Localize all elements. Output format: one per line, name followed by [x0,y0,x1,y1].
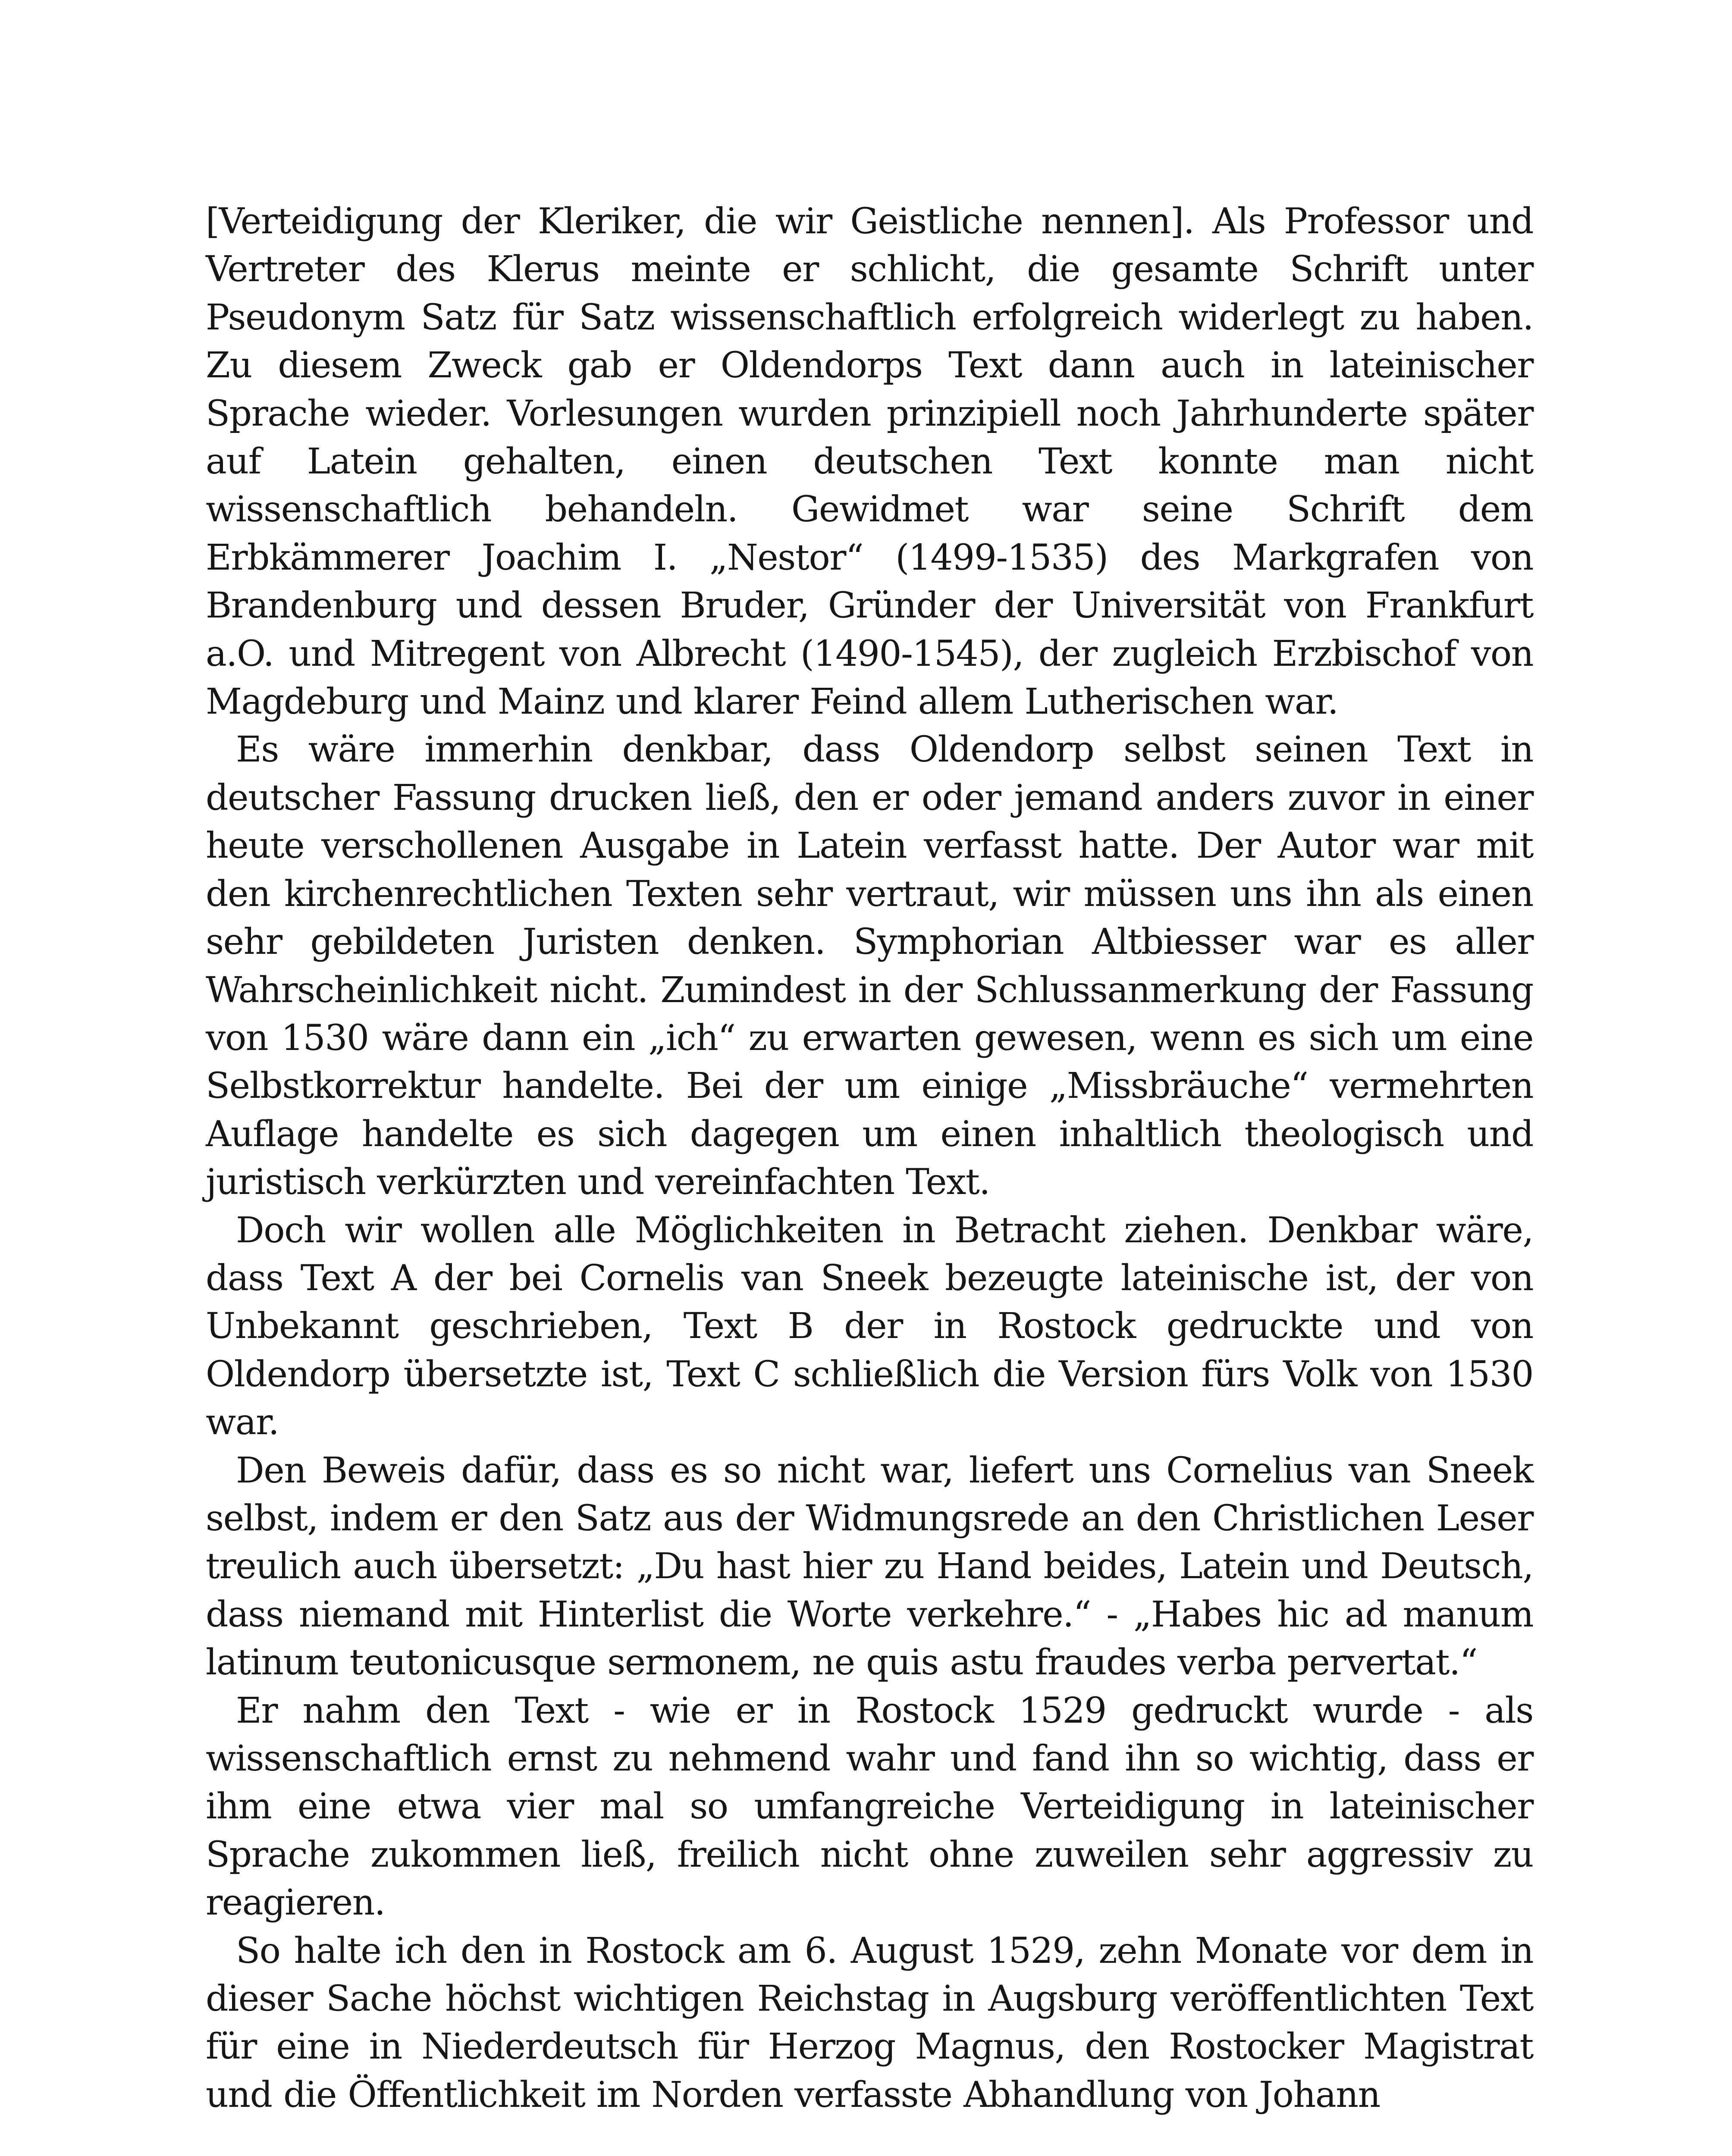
paragraph-1: [Verteidigung der Kleriker, die wir Geistliche nennen]. Als Professor und Vertreter des Klerus meinte er schlicht, die gesamte Schrift unter Pseudonym Satz für Satz wissenschaftlich erfolgreich widerlegt zu haben. Zu diesem Zweck gab er Oldendorps Text dann auch in lateinischer Sprache wieder. Vorlesungen wurden prinzipiell noch Jahrhunderte später auf Latein gehalten, einen deutschen Text konnte man nicht wissenschaftlich behandeln. Gewidmet war seine Schrift dem Erbkämmerer Joachim I. „Nestor“ (1499-1535) des Markgrafen von Brandenburg und dessen Bruder, Gründer der Universität von Frankfurt a.O. und Mitregent von Albrecht (1490-1545), der zugleich Erzbischof von Magdeburg und Mainz und klarer Feind allem Lutherischen war. [206,201,1533,723]
paragraph-2: Es wäre immerhin denkbar, dass Oldendorp selbst seinen Text in deutscher Fassung drucken ließ, den er oder jemand anders zuvor in einer heute verschollenen Ausgabe in Latein verfasst hatte. Der Autor war mit den kirchenrechtlichen Texten sehr vertraut, wir müssen uns ihn als einen sehr gebildeten Juristen denken. Symphorian Altbiesser war es aller Wahrscheinlichkeit nicht. Zumindest in der Schlussanmerkung der Fassung von 1530 wäre dann ein „ich“ zu erwarten gewesen, wenn es sich um eine Selbstkorrektur handelte. Bei der um einige „Missbräuche“ vermehrten Auflage handelte es sich dagegen um einen inhaltlich theologisch und juristisch verkürzten und vereinfachten Text. [206,729,1533,1203]
body-text [206,197,1533,2119]
paragraph-6: So halte ich den in Rostock am 6. August 1529, zehn Monate vor dem in dieser Sache höchst wichtigen Reichstag in Augsburg veröffentlichten Text für eine in Niederdeutsch für Herzog Magnus, den Rostocker Magistrat und die Öffentlichkeit im Norden verfasste Abhandlung von Johann [206,1930,1533,2115]
paragraph-4: Den Beweis dafür, dass es so nicht war, liefert uns Cornelius van Sneek selbst, indem er den Satz aus der Widmungsrede an den Christlichen Leser treulich auch übersetzt: „Du hast hier zu Hand beides, Latein und Deutsch, dass niemand mit Hinterlist die Worte verkehre.“ - „Habes hic ad manum latinum teutonicusque sermonem, ne quis astu fraudes verba pervertat.“ [206,1450,1533,1683]
paragraph-3: Doch wir wollen alle Möglichkeiten in Betracht ziehen. Denkbar wäre, dass Text A der bei Cornelis van Sneek bezeugte lateinische ist, der von Unbekannt geschrieben, Text B der in Rostock gedruckte und von Oldendorp übersetzte ist, Text C schließlich die Version fürs Volk von 1530 war. [206,1210,1533,1443]
paragraph-5: Er nahm den Text - wie er in Rostock 1529 gedruckt wurde - als wissenschaftlich ernst zu nehmend wahr und fand ihn so wichtig, dass er ihm eine etwa vier mal so umfangreiche Verteidigung in lateinischer Sprache zukommen ließ, freilich nicht ohne zuweilen sehr aggressiv zu reagieren. [206,1690,1533,1924]
